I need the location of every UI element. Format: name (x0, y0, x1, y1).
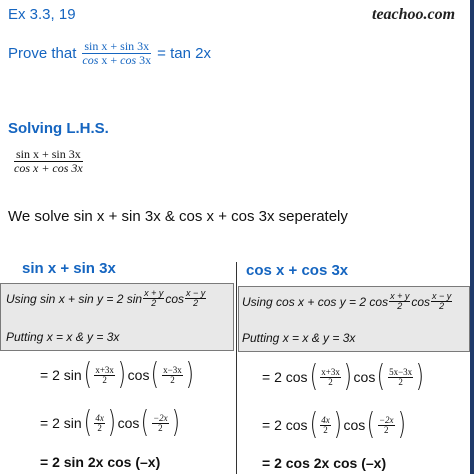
left-formula-mid: cos (165, 291, 185, 306)
lhs-den: cos x + cos 3x (14, 160, 83, 175)
solving-heading: Solving L.H.S. (8, 120, 109, 137)
right-formula (242, 292, 453, 311)
problem-statement (8, 40, 211, 66)
left-putting: Putting x = x & y = 3x (6, 330, 120, 344)
problem-fraction-num: sin x + sin 3x (84, 39, 150, 53)
left-formula-prefix: Using sin x + sin y = 2 sin (6, 291, 143, 306)
right-step2-paren-a: ( 4x 2 ) (309, 407, 342, 442)
left-step1-paren-b: ( x−3x 2 ) (151, 357, 194, 392)
right-step2: = 2 cos ( 4x 2 ) cos ( −2x 2 ) (262, 407, 406, 442)
right-step1-paren-b: ( 5x−3x 2 ) (377, 359, 425, 394)
right-step1: = 2 cos ( x+3x 2 ) cos ( 5x−3x 2 ) (262, 359, 425, 394)
right-formula-mid: cos (411, 294, 431, 309)
problem-prefix: Prove that (8, 44, 77, 62)
problem-rhs: = tan 2x (157, 44, 211, 62)
left-step2-paren-a: ( 4x 2 ) (83, 405, 116, 440)
left-result: = 2 sin 2x cos (–x) (40, 454, 161, 470)
exercise-label: Ex 3.3, 19 (8, 6, 76, 23)
lhs-fraction (12, 148, 85, 174)
right-step2-paren-b: ( −2x 2 ) (367, 407, 406, 442)
left-step1: = 2 sin ( x+3x 2 ) cos ( x−3x 2 ) (40, 357, 194, 392)
solving-statement: We solve sin x + sin 3x & cos x + cos 3x seperately (8, 208, 348, 225)
left-formula (6, 289, 207, 308)
right-formula-frac2: x − y 2 (432, 291, 452, 311)
right-putting: Putting x = x & y = 3x (242, 331, 356, 345)
left-step1-paren-a: ( x+3x 2 ) (83, 357, 126, 392)
column-divider (236, 262, 237, 474)
teachoo-logo: teachoo.com (372, 6, 456, 23)
left-heading: sin x + sin 3x (22, 260, 116, 277)
right-edge-bar (470, 0, 474, 474)
lhs-num: sin x + sin 3x (15, 147, 81, 161)
left-formula-frac2: x − y 2 (186, 288, 206, 308)
left-step2: = 2 sin ( 4x 2 ) cos ( −2x 2 ) (40, 405, 180, 440)
problem-fraction-den: cos x + cos 3x (82, 52, 152, 67)
right-step1-paren-a: ( x+3x 2 ) (309, 359, 352, 394)
right-formula-frac1: x + y 2 (390, 291, 410, 311)
problem-fraction (80, 40, 153, 66)
lhs-fraction-wrap (12, 148, 85, 174)
left-step2-paren-b: ( −2x 2 ) (141, 405, 180, 440)
left-formula-frac1: x + y 2 (144, 288, 164, 308)
right-formula-prefix: Using cos x + cos y = 2 cos (242, 294, 389, 309)
right-result: = 2 cos 2x cos (–x) (262, 455, 387, 471)
right-heading: cos x + cos 3x (246, 262, 349, 279)
